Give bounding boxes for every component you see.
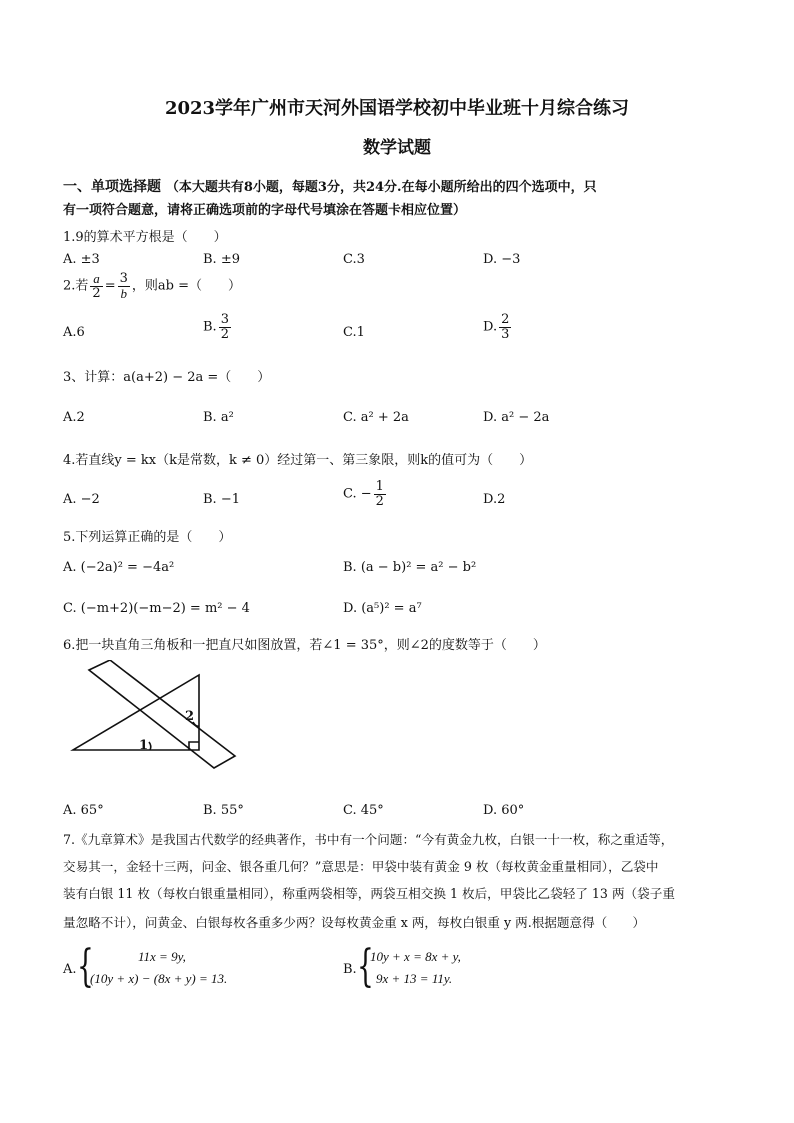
q5-stem: 5.下列运算正确的是（ ） [63,530,232,545]
fraction-a-over-2: $\frac{a}{2}$ [92,271,101,301]
q1-option-b: B. ±9 [203,252,240,267]
section-desc-1: （本大题共有8小题，每题3分，共24分.在每小题所给出的四个选项中，只 [165,180,597,195]
q3-stem: 3、计算：a(a+2) − 2a =（ ） [63,370,271,385]
q2-prefix: 2.若 [63,278,89,294]
angle-1-arc [149,742,151,750]
q1-option-c: C.3 [343,252,365,267]
q5-option-b: B. (a − b)² = a² − b² [343,560,477,575]
fraction-3-over-b: $\frac{3}{b}$ [119,271,128,301]
q7-line-4: 量忽略不计），问黄金、白银每枚各重多少两？设每枚黄金重 x 两，每枚白银重 y 两.根据题意得（ ） [63,915,646,930]
q1-stem: 1.9的算术平方根是（ ） [63,230,227,245]
q7-option-a-system: 11x = 9y, (10y + x) − (8x + y) = 13. [90,949,228,986]
q4-option-c: C. − $\frac{1}{2}$ [343,479,384,509]
q7-line-3: 装有白银 11 枚（每枚白银重量相同），称重两袋相等，两袋互相交换 1 枚后，甲袋比乙袋轻了 13 两（袋子重 [63,886,675,901]
q6-option-c: C. 45° [343,803,384,818]
q4-option-a: A. −2 [63,492,100,507]
q3-option-d: D. a² − 2a [483,410,550,425]
q7-line-1: 7.《九章算术》是我国古代数学的经典著作，书中有一个问题：“今有黄金九枚，白银一十一枚，称之重适等， [63,832,674,847]
q2-option-d: D. $\frac{2}{3}$ [483,312,510,342]
q5-option-c: C. (−m+2)(−m−2) = m² − 4 [63,601,250,616]
triangle-ruler-figure [63,660,248,785]
angle-2-label: 2 [185,709,195,724]
q2-stem: 2.若 $\frac{a}{2}$ = $\frac{3}{b}$ ，则ab =（ ） [63,271,241,301]
q2-option-a: A.6 [63,325,85,340]
q7-option-a-label: A. [63,962,77,977]
q6-option-b: B. 55° [203,803,244,818]
q2-option-c: C.1 [343,325,365,340]
q2-option-b: B. $\frac{3}{2}$ [203,312,229,342]
q3-option-b: B. a² [203,410,234,425]
angle-1-label: 1 [139,738,149,753]
q5-option-d: D. (a⁵)² = a⁷ [343,601,422,616]
exam-subtitle: 数学试题 [363,138,431,158]
q4-option-b: B. −1 [203,492,240,507]
exam-title: 2023学年广州市天河外国语学校初中毕业班十月综合练习 [164,98,630,119]
q1-option-d: D. −3 [483,252,521,267]
section-heading [63,176,597,196]
q6-option-d: D. 60° [483,803,525,818]
triangle-outline [73,675,199,750]
ruler-outline [89,660,235,768]
q2-suffix: ，则ab =（ ） [131,278,241,294]
q6-option-a: A. 65° [63,803,104,818]
q3-option-a: A.2 [63,410,85,425]
q7-line-2: 交易其一，金轻十三两，问金、银各重几何？”意思是：甲袋中装有黄金 9 枚（每枚黄金重量相同），乙袋中 [63,859,659,874]
q7-option-b-system: 10y + x = 8x + y, 9x + 13 = 11y. [370,949,461,986]
q3-option-c: C. a² + 2a [343,410,409,425]
q5-option-a: A. (−2a)² = −4a² [63,560,175,575]
q6-stem: 6.把一块直角三角板和一把直尺如图放置，若∠1 = 35°，则∠2的度数等于（ ） [63,638,546,653]
q4-option-d: D.2 [483,492,506,507]
q1-option-a: A. ±3 [63,252,100,267]
section-desc-2: 有一项符合题意，请将正确选项前的字母代号填涂在答题卡相应位置） [63,203,467,218]
section-title: 一、单项选择题 [63,179,161,195]
q4-stem: 4.若直线y = kx（k是常数，k ≠ 0）经过第一、第三象限，则k的值可为（ ） [63,453,533,468]
q7-option-a-brace: { [77,941,94,992]
q7-option-b-brace: { [357,941,374,992]
q7-option-b-label: B. [343,962,357,977]
